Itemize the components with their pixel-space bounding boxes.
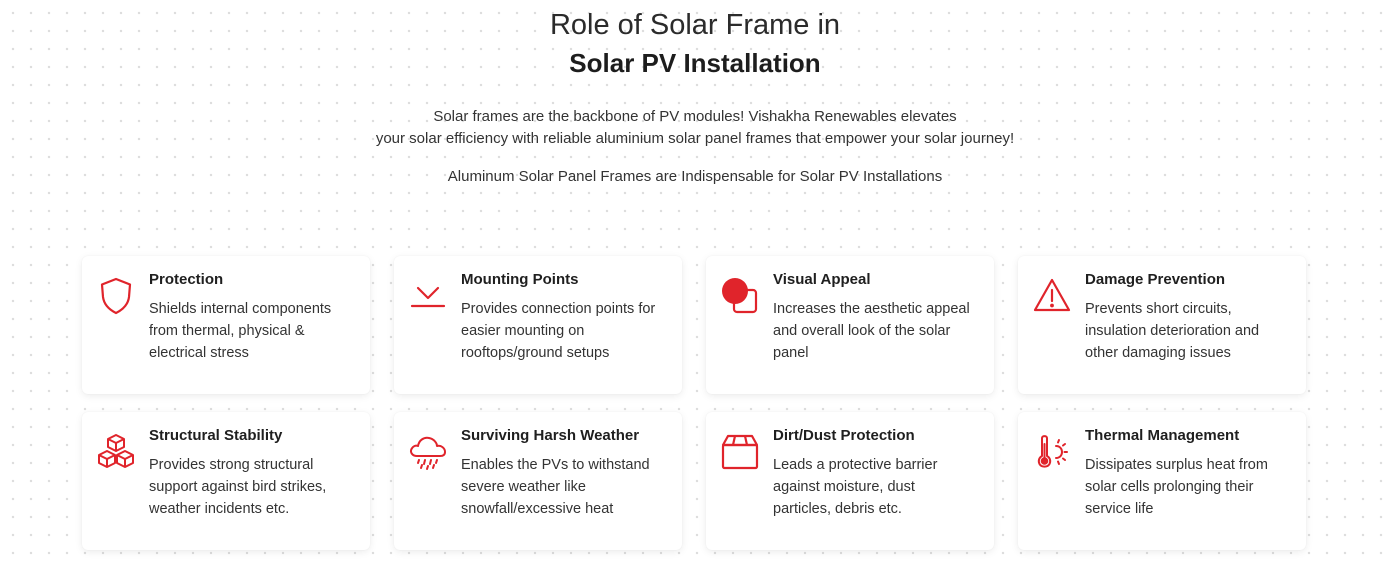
- card-description: [773, 298, 983, 364]
- feature-card-mounting-points: [394, 256, 682, 394]
- card-title: Surviving Harsh Weather: [461, 427, 640, 444]
- card-description-line: service life: [1085, 501, 1154, 517]
- card-description-line: Prevents short circuits,: [1085, 301, 1232, 317]
- card-description-line: Provides connection points for: [461, 301, 656, 317]
- card-description-line: insulation deterioration and: [1085, 323, 1260, 339]
- card-description-line: particles, debris etc.: [773, 501, 902, 517]
- shield-icon: [96, 276, 136, 316]
- download-tray-icon: [408, 276, 448, 316]
- card-title: Thermal Management: [1085, 427, 1240, 444]
- cloud-rain-icon: [408, 432, 448, 472]
- card-title: Protection: [149, 271, 224, 288]
- card-description-line: Provides strong structural: [149, 457, 314, 473]
- card-description-line: severe weather like: [461, 479, 586, 495]
- card-description-line: snowfall/excessive heat: [461, 501, 614, 517]
- card-description: [149, 298, 359, 364]
- card-description-line: Leads a protective barrier: [773, 457, 938, 473]
- card-description-line: Shields internal components: [149, 301, 332, 317]
- card-description: [149, 454, 359, 520]
- card-description: [1085, 454, 1295, 520]
- card-title: Structural Stability: [149, 427, 283, 444]
- thermometer-sun-icon: [1032, 432, 1072, 472]
- cubes-icon: [96, 432, 136, 472]
- box-icon: [720, 432, 760, 472]
- feature-card-protection: [82, 256, 370, 394]
- card-title: Dirt/Dust Protection: [773, 427, 915, 444]
- card-title: Damage Prevention: [1085, 271, 1226, 288]
- card-title: Visual Appeal: [773, 271, 871, 288]
- card-description-line: easier mounting on: [461, 323, 585, 339]
- intro-line: Solar frames are the backbone of PV modules! Vishakha Renewables elevates: [433, 108, 957, 125]
- warning-icon: [1032, 276, 1072, 316]
- card-description: [461, 454, 671, 520]
- card-description-line: Dissipates surplus heat from: [1085, 457, 1268, 473]
- intro-paragraph: [0, 106, 1390, 150]
- card-description-line: rooftops/ground setups: [461, 345, 610, 361]
- shapes-icon: [720, 276, 760, 316]
- card-description-line: Enables the PVs to withstand: [461, 457, 650, 473]
- feature-card-dirt-dust-protection: [706, 412, 994, 550]
- feature-card-structural-stability: [82, 412, 370, 550]
- card-description: [461, 298, 671, 364]
- section-title-bold: Solar PV Installation: [569, 48, 821, 78]
- card-description: [1085, 298, 1295, 364]
- card-description-line: support against bird strikes,: [149, 479, 327, 495]
- card-description-line: weather incidents etc.: [149, 501, 290, 517]
- feature-card-damage-prevention: [1018, 256, 1306, 394]
- sub-heading: Aluminum Solar Panel Frames are Indispensable for Solar PV Installations: [447, 168, 943, 185]
- card-description-line: against moisture, dust: [773, 479, 915, 495]
- card-description-line: Increases the aesthetic appeal: [773, 301, 970, 317]
- card-title: Mounting Points: [461, 271, 579, 288]
- feature-card-visual-appeal: [706, 256, 994, 394]
- card-description-line: and overall look of the solar: [773, 323, 951, 339]
- section-title: Role of Solar Frame in: [549, 9, 841, 41]
- card-description-line: other damaging issues: [1085, 345, 1231, 361]
- intro-line: your solar efficiency with reliable aluminium solar panel frames that empower your solar journey!: [375, 130, 1015, 147]
- feature-card-thermal-management: [1018, 412, 1306, 550]
- feature-card-surviving-harsh-weather: [394, 412, 682, 550]
- card-description-line: from thermal, physical &: [149, 323, 305, 339]
- card-description-line: electrical stress: [149, 345, 249, 361]
- card-description-line: solar cells prolonging their: [1085, 479, 1254, 495]
- card-description: [773, 454, 983, 520]
- card-description-line: panel: [773, 345, 809, 361]
